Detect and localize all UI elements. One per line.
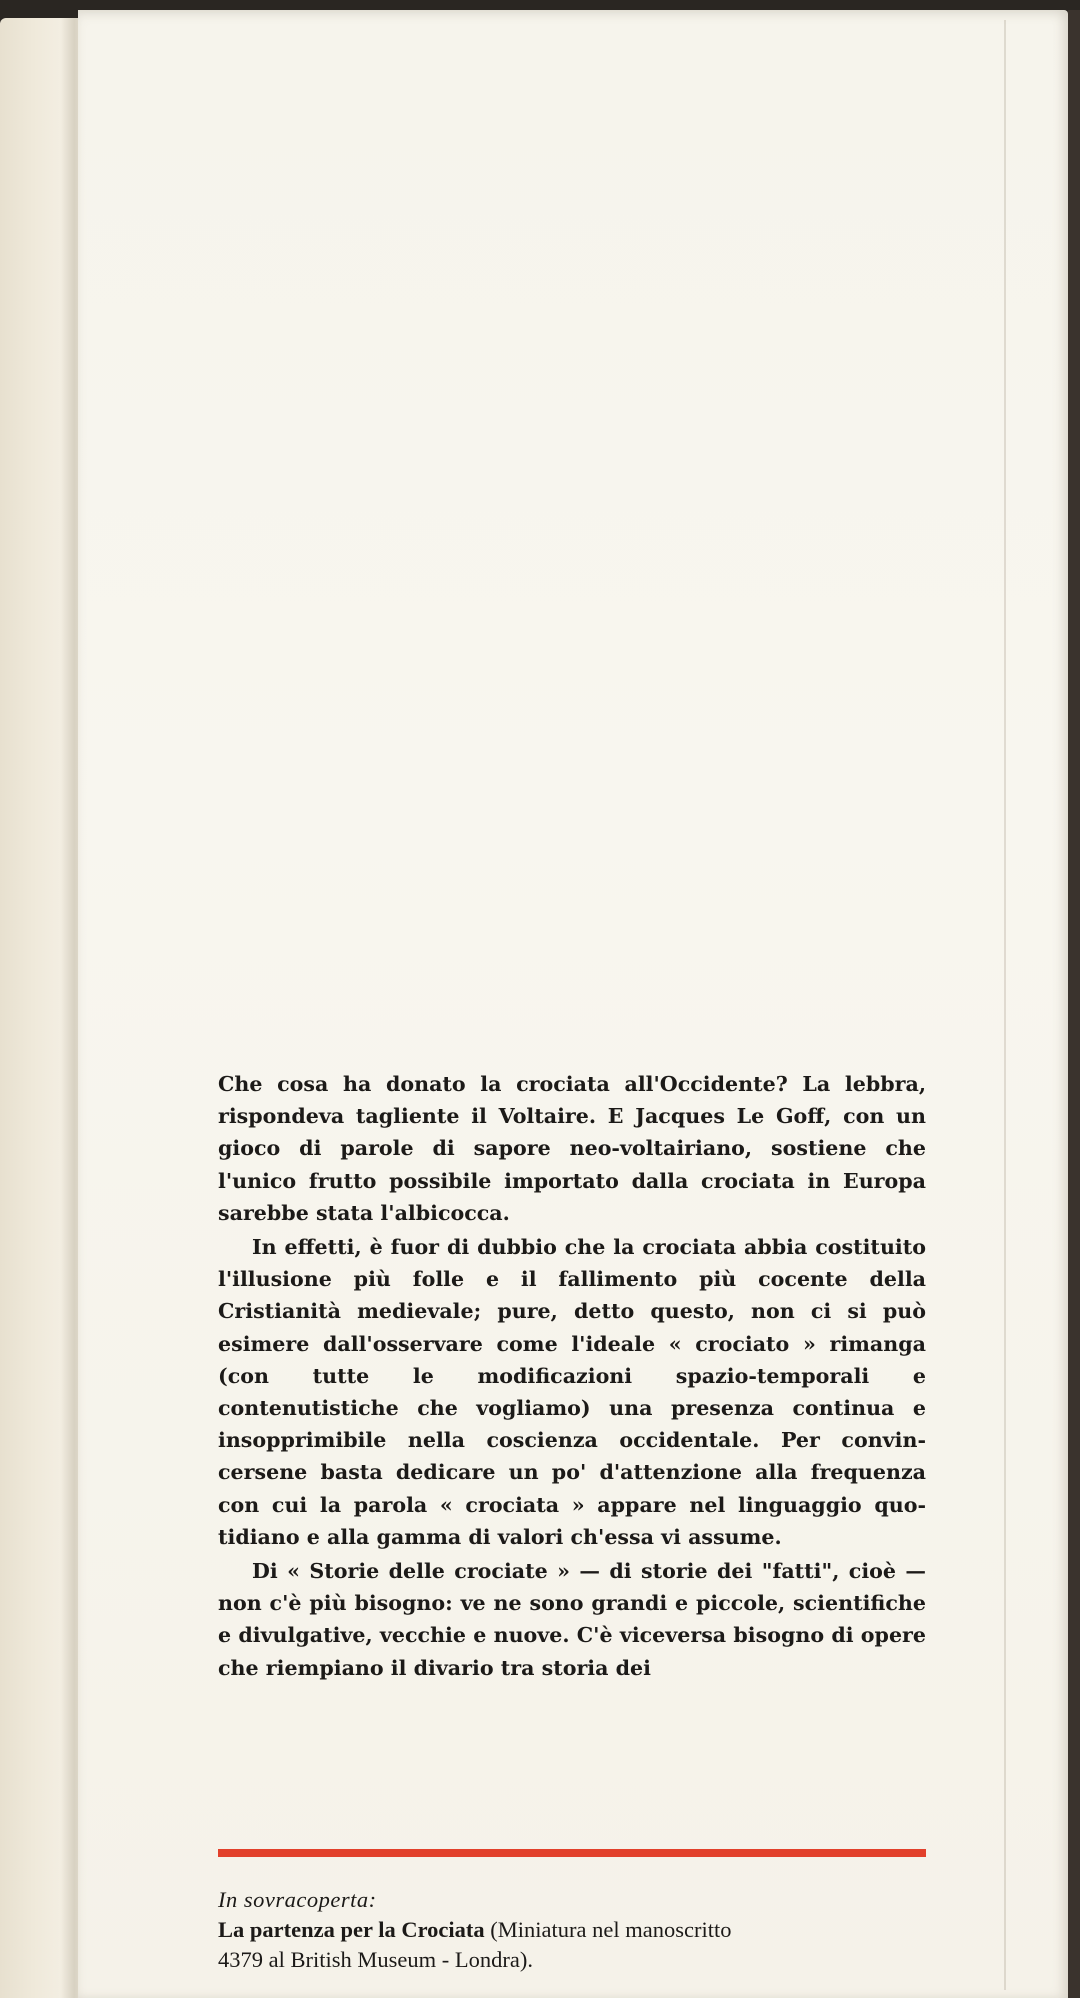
blurb-paragraph-1: Che cosa ha donato la crociata all'Occidente? La lebbra, rispondeva tagliente il Voltaire. E Jacques Le Goff, con un gioco di parole di sapore neo-voltairiano, sostiene che l'unico frutto possibile importato dalla crociata in Europa sarebbe stata l'albicocca.	[218, 1072, 926, 1225]
caption-lead: In sovracoperta:	[218, 1887, 377, 1912]
red-divider-rule	[218, 1849, 926, 1857]
cover-caption	[218, 1885, 958, 1975]
right-edge-background	[1068, 10, 1080, 1998]
page-crease	[1004, 20, 1006, 1990]
caption-detail-1: (Miniatura nel manoscritto	[484, 1917, 732, 1942]
caption-title: La partenza per la Crociata	[218, 1917, 485, 1942]
back-cover-page	[78, 10, 1068, 1998]
caption-detail-2: 4379 al British Museum - Londra).	[218, 1947, 533, 1972]
blurb-paragraph-3: Di « Storie delle crociate » — di storie dei "fatti", cioè — non c'è più bisogno: ve ne sono grandi e piccole, scientifiche e divulgative, vecchie e nuove. C'è viceversa bisogno di opere che riempiano il divario tra storia dei	[218, 1559, 926, 1680]
blurb-text	[218, 1068, 926, 1684]
blurb-paragraph-2: In effetti, è fuor di dubbio che la crociata abbia costituito l'illusione più folle e il fallimento più cocente della Cristianità medievale; pure, detto questo, non ci si può esimere dall'osservare come l'ideale « crociato » rimanga (con tutte le modificazioni spazio-temporali e contenutistiche che vogliamo) una presenza continua e insopprimibile nella coscienza occidentale. Per convincersene basta dedicare un po' d'attenzione alla frequenza con cui la parola « crociata » appare nel linguaggio quotidiano e alla gamma di valori ch'essa vi assume.	[218, 1235, 926, 1549]
caption-line-1	[218, 1915, 958, 1945]
